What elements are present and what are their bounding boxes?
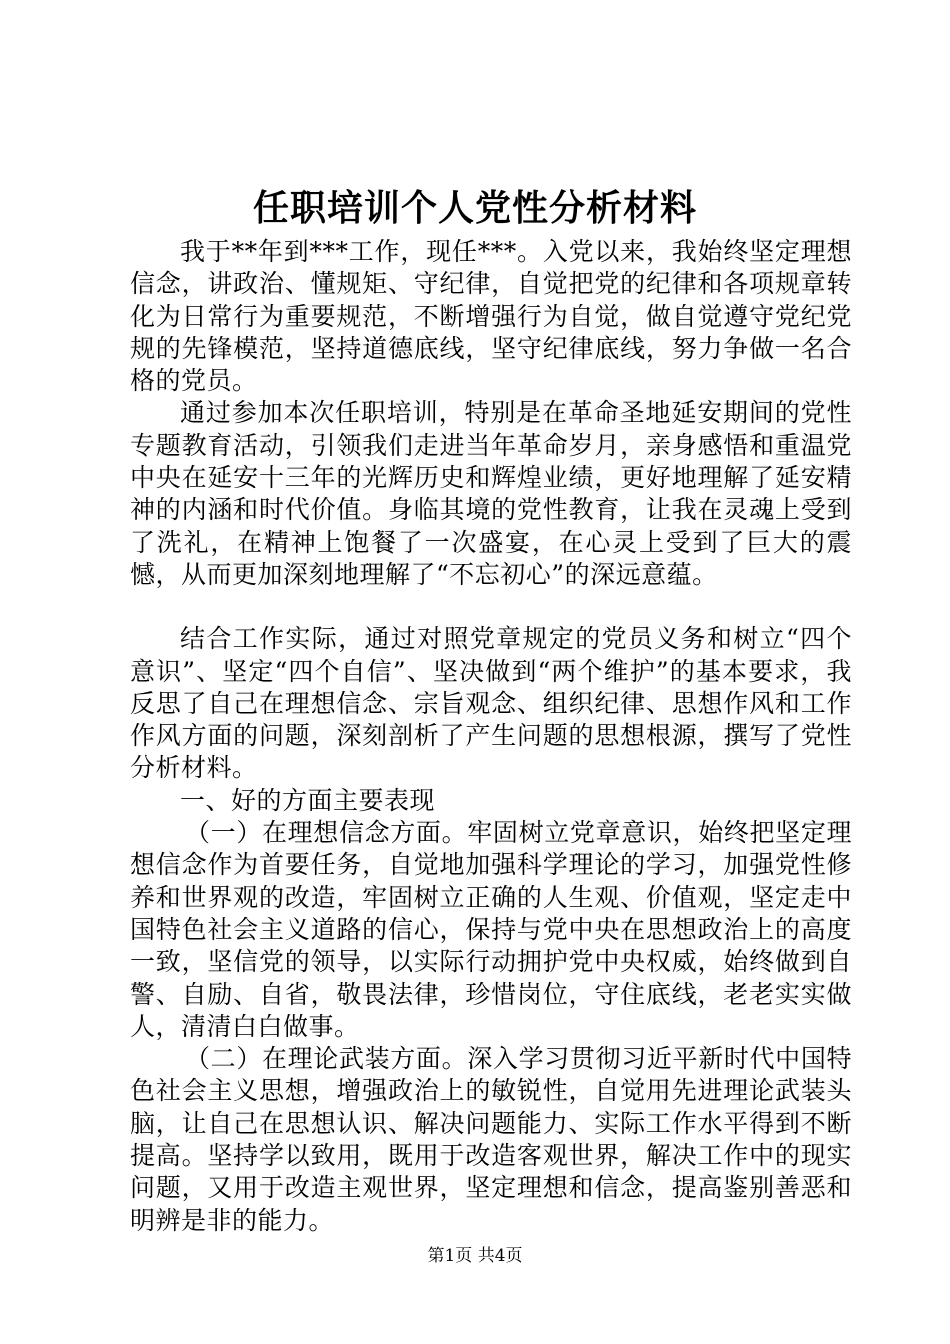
paragraph-training: 通过参加本次任职培训，特别是在革命圣地延安期间的党性专题教育活动，引领我们走进当年革命岁月，亲身感悟和重温党中央在延安十三年的光辉历史和辉煌业绩，更好地理解了延安精神的内涵和时代价值。身临其境的党性教育，让我在灵魂上受到了洗礼，在精神上饱餐了一次盛宴，在心灵上受到了巨大的震憾，从而更加深刻地理解了“不忘初心”的深远意蕴。	[130, 398, 852, 589]
document-body	[130, 236, 852, 1237]
paragraph-ideals: （一）在理想信念方面。牢固树立党章意识，始终把坚定理想信念作为首要任务，自觉地加强科学理论的学习，加强党性修养和世界观的改造，牢固树立正确的人生观、价值观，坚定走中国特色社会主义道路的信心，保持与党中央在思想政治上的高度一致，坚信党的领导，以实际行动拥护党中央权威，始终做到自警、自励、自省，敬畏法律，珍惜岗位，守住底线，老老实实做人，清清白白做事。	[130, 818, 852, 1041]
paragraph-intro: 我于**年到***工作，现任***。入党以来，我始终坚定理想信念，讲政治、懂规矩、守纪律，自觉把党的纪律和各项规章转化为日常行为重要规范，不断增强行为自觉，做自觉遵守党纪党规的先锋模范，坚持道德底线，坚守纪律底线，努力争做一名合格的党员。	[130, 237, 852, 396]
paragraph-theory: （二）在理论武装方面。深入学习贯彻习近平新时代中国特色社会主义思想，增强政治上的敏锐性，自觉用先进理论武装头脑，让自己在思想认识、解决问题能力、实际工作水平得到不断提高。坚持学以致用，既用于改造客观世界，解决工作中的现实问题，又用于改造主观世界，坚定理想和信念，提高鉴别善恶和明辨是非的能力。	[130, 1044, 852, 1235]
section-heading: 一、好的方面主要表现	[180, 785, 436, 815]
page-footer: 第1页 共4页	[427, 1246, 523, 1266]
paragraph-reflection: 结合工作实际，通过对照党章规定的党员义务和树立“四个意识”、坚定“四个自信”、坚决做到“两个维护”的基本要求，我反思了自己在理想信念、宗旨观念、组织纪律、思想作风和工作作风方面的问题，深刻剖析了产生问题的思想根源，撰写了党性分析材料。	[130, 624, 852, 783]
document-title: 任职培训个人党性分析材料	[252, 187, 697, 229]
